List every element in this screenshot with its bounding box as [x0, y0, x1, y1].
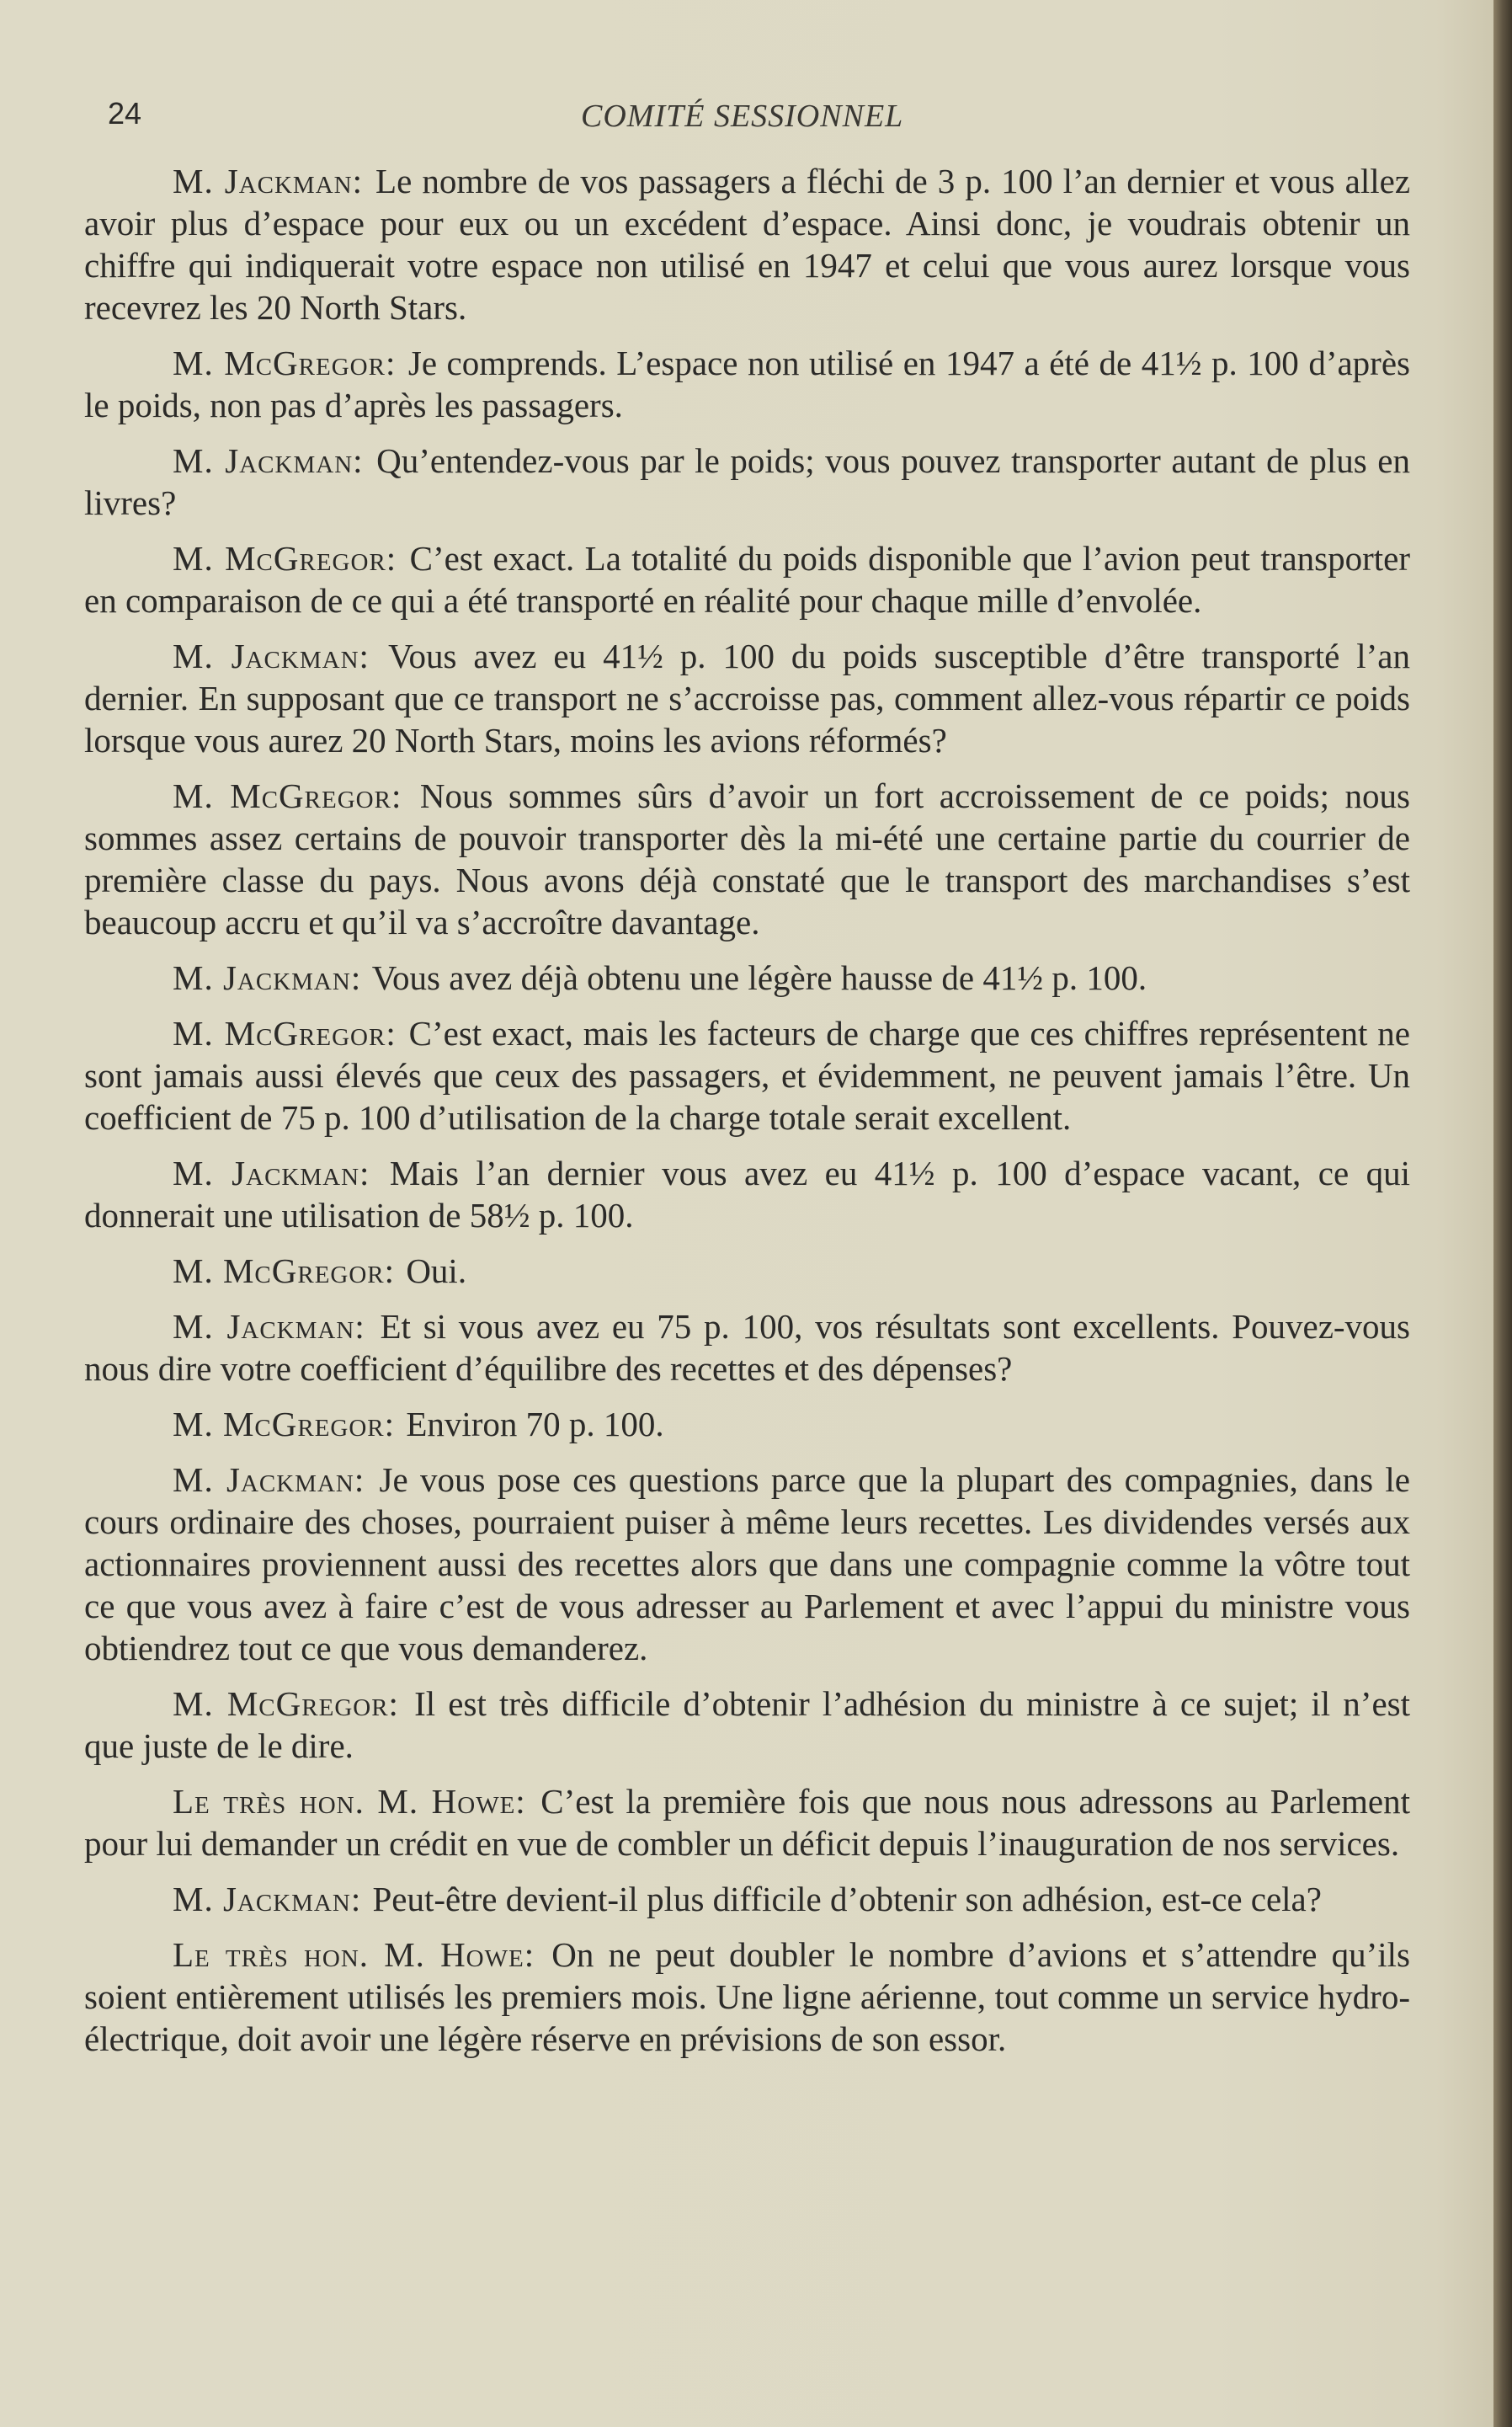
- speaker-name: M. McGregor: [173, 1014, 386, 1053]
- speech-text: C’est la première fois que nous nous adressons au Parlement pour lui demander un crédit en vue de combler un déficit depuis l’inauguration de nos services.: [84, 1782, 1410, 1863]
- dialogue-turn: Le très hon. M. Howe: C’est la première fois que nous nous adressons au Parlement pour lui demander un crédit en vue de combler un déficit depuis l’inauguration de nos services.: [84, 1782, 1410, 1863]
- speaker-name: Le très hon. M. Howe: [173, 1782, 516, 1821]
- speech-text: Et si vous avez eu 75 p. 100, vos résultats sont excellents. Pouvez-vous nous dire votre coefficient d’équilibre des recettes et des dépenses?: [84, 1307, 1411, 1388]
- speaker-name: M. McGregor: [173, 344, 386, 382]
- dialogue-turn: M. Jackman: Le nombre de vos passagers a fléchi de 3 p. 100 l’an dernier et vous allez avoir plus d’espace pour eux ou un excédent d’espace. Ainsi donc, je voudrais obtenir un chiffre qui indiquerait votre espace non utilisé en 1947 et celui que vous aurez lorsque vous recevrez les 20 North Stars.: [84, 162, 1411, 327]
- speech-text: Mais l’an dernier vous avez eu 41½ p. 100 d’espace vacant, ce qui donnerait une utilisation de 58½ p. 100.: [84, 1154, 1410, 1235]
- running-title: COMITÉ SESSIONNEL: [581, 99, 904, 134]
- book-spine-edge: [1493, 0, 1512, 2427]
- speaker-name: M. Jackman: [173, 958, 351, 997]
- speech-text: Vous avez eu 41½ p. 100 du poids susceptible d’être transporté l’an dernier. En supposant que ce transport ne s’accroisse pas, comment allez-vous répartir ce poids lorsque vous aurez 20 North Stars, moins les avions réformés?: [84, 637, 1410, 760]
- dialogue-turn: M. Jackman: Mais l’an dernier vous avez eu 41½ p. 100 d’espace vacant, ce qui donnerait une utilisation de 58½ p. 100.: [84, 1154, 1410, 1235]
- speech-text: Le nombre de vos passagers a fléchi de 3 p. 100 l’an dernier et vous allez avoir plus d’espace pour eux ou un excédent d’espace. Ainsi donc, je voudrais obtenir un chiffre qui indiquerait votre espace non utilisé en 1947 et celui que vous aurez lorsque vous recevrez les 20 North Stars.: [84, 162, 1411, 327]
- speech-text: C’est exact. La totalité du poids disponible que l’avion peut transporter en comparaison de ce qui a été transporté en réalité pour chaque mille d’envolée.: [84, 539, 1411, 620]
- dialogue-turn: M. McGregor: Je comprends. L’espace non utilisé en 1947 a été de 41½ p. 100 d’après le poids, non pas d’après les passagers.: [84, 344, 1410, 424]
- speech-text: Qu’entendez-vous par le poids; vous pouvez transporter autant de plus en livres?: [84, 441, 1410, 522]
- speech-text: Peut-être devient-il plus difficile d’obtenir son adhésion, est-ce cela?: [372, 1880, 1322, 1918]
- speaker-name: M. McGregor: [173, 539, 386, 578]
- speaker-name: Le très hon. M. Howe: [173, 1935, 524, 1974]
- dialogue-turn: M. McGregor: Nous sommes sûrs d’avoir un fort accroissement de ce poids; nous sommes assez certains de pouvoir transporter dès la mi-été une certaine partie du courrier de première classe du pays. Nous avons déjà constaté que le transport des marchandises s’est beaucoup accru et qu’il va s’accroître davantage.: [84, 776, 1410, 941]
- page-number: 24: [108, 96, 142, 131]
- speech-text: Il est très difficile d’obtenir l’adhésion du ministre à ce sujet; il n’est que juste de le dire.: [84, 1684, 1410, 1765]
- dialogue-turn: M. McGregor: Oui.: [173, 1251, 467, 1290]
- speech-text: Vous avez déjà obtenu une légère hausse de 41½ p. 100.: [371, 958, 1147, 997]
- speech-text: Je vous pose ces questions parce que la plupart des compagnies, dans le cours ordinaire des choses, pourraient puiser à même leurs recettes. Les dividendes versés aux actionnaires proviennent aussi des recettes alors que dans une compagnie comme la vôtre tout ce que vous avez à faire c’est de vous adresser au Parlement et avec l’appui du ministre vous obtiendrez tout ce que vous demanderez.: [84, 1460, 1411, 1667]
- speech-text: Nous sommes sûrs d’avoir un fort accroissement de ce poids; nous sommes assez certains de pouvoir transporter dès la mi-été une certaine partie du courrier de première classe du pays. Nous avons déjà constaté que le transport des marchandises s’est beaucoup accru et qu’il va s’accroître davantage.: [84, 776, 1410, 941]
- dialogue-turn: M. Jackman: Vous avez eu 41½ p. 100 du poids susceptible d’être transporté l’an dernier. En supposant que ce transport ne s’accroisse pas, comment allez-vous répartir ce poids lorsque vous aurez 20 North Stars, moins les avions réformés?: [84, 637, 1410, 760]
- speaker-name: M. McGregor: [173, 1684, 389, 1723]
- speech-text: Je comprends. L’espace non utilisé en 1947 a été de 41½ p. 100 d’après le poids, non pas d’après les passagers.: [84, 344, 1410, 424]
- speaker-name: M. Jackman: [173, 1880, 351, 1918]
- speaker-name: M. Jackman: [173, 637, 359, 675]
- dialogue-turn: M. Jackman: Peut-être devient-il plus difficile d’obtenir son adhésion, est-ce cela?: [173, 1880, 1322, 1918]
- dialogue-turn: M. Jackman: Qu’entendez-vous par le poids; vous pouvez transporter autant de plus en livres?: [84, 441, 1410, 522]
- speaker-name: M. Jackman: [173, 441, 354, 480]
- speaker-name: M. Jackman: [173, 1307, 355, 1346]
- speech-text: Environ 70 p. 100.: [406, 1405, 664, 1443]
- speaker-name: M. Jackman: [173, 1154, 360, 1192]
- speech-text: C’est exact, mais les facteurs de charge que ces chiffres représentent ne sont jamais aussi élevés que ceux des passagers, et évidemment, ne peuvent jamais l’être. Un coefficient de 75 p. 100 d’utilisation de la charge totale serait excellent.: [84, 1014, 1410, 1137]
- dialogue-turn: M. McGregor: C’est exact. La totalité du poids disponible que l’avion peut transporter en comparaison de ce qui a été transporté en réalité pour chaque mille d’envolée.: [84, 539, 1411, 620]
- transcript-body: [84, 160, 1410, 2073]
- speaker-name: M. McGregor: [173, 776, 391, 815]
- speech-text: Oui.: [406, 1251, 467, 1290]
- dialogue-turn: M. McGregor: Environ 70 p. 100.: [173, 1405, 664, 1443]
- speaker-name: M. Jackman: [173, 1460, 354, 1499]
- dialogue-turn: Le très hon. M. Howe: On ne peut doubler le nombre d’avions et s’attendre qu’ils soient entièrement utilisés les premiers mois. Une ligne aérienne, tout comme un service hydro-électrique, doit avoir une légère réserve en prévisions de son essor.: [84, 1935, 1410, 2058]
- dialogue-turn: M. Jackman: Et si vous avez eu 75 p. 100, vos résultats sont excellents. Pouvez-vous nous dire votre coefficient d’équilibre des recettes et des dépenses?: [84, 1307, 1411, 1388]
- dialogue-turn: M. McGregor: C’est exact, mais les facteurs de charge que ces chiffres représentent ne sont jamais aussi élevés que ceux des passagers, et évidemment, ne peuvent jamais l’être. Un coefficient de 75 p. 100 d’utilisation de la charge totale serait excellent.: [84, 1014, 1410, 1137]
- page-header: [0, 93, 1512, 143]
- speaker-name: M. Jackman: [173, 162, 353, 200]
- speaker-name: M. McGregor: [173, 1405, 385, 1443]
- speaker-name: M. McGregor: [173, 1251, 385, 1290]
- dialogue-turn: M. Jackman: Je vous pose ces questions parce que la plupart des compagnies, dans le cours ordinaire des choses, pourraient puiser à même leurs recettes. Les dividendes versés aux actionnaires proviennent aussi des recettes alors que dans une compagnie comme la vôtre tout ce que vous avez à faire c’est de vous adresser au Parlement et avec l’appui du ministre vous obtiendrez tout ce que vous demanderez.: [84, 1460, 1411, 1667]
- speech-text: On ne peut doubler le nombre d’avions et s’attendre qu’ils soient entièrement utilisés les premiers mois. Une ligne aérienne, tout comme un service hydro-électrique, doit avoir une légère réserve en prévisions de son essor.: [84, 1935, 1410, 2058]
- dialogue-turn: M. Jackman: Vous avez déjà obtenu une légère hausse de 41½ p. 100.: [173, 958, 1147, 997]
- dialogue-turn: M. McGregor: Il est très difficile d’obtenir l’adhésion du ministre à ce sujet; il n’est que juste de le dire.: [84, 1684, 1410, 1765]
